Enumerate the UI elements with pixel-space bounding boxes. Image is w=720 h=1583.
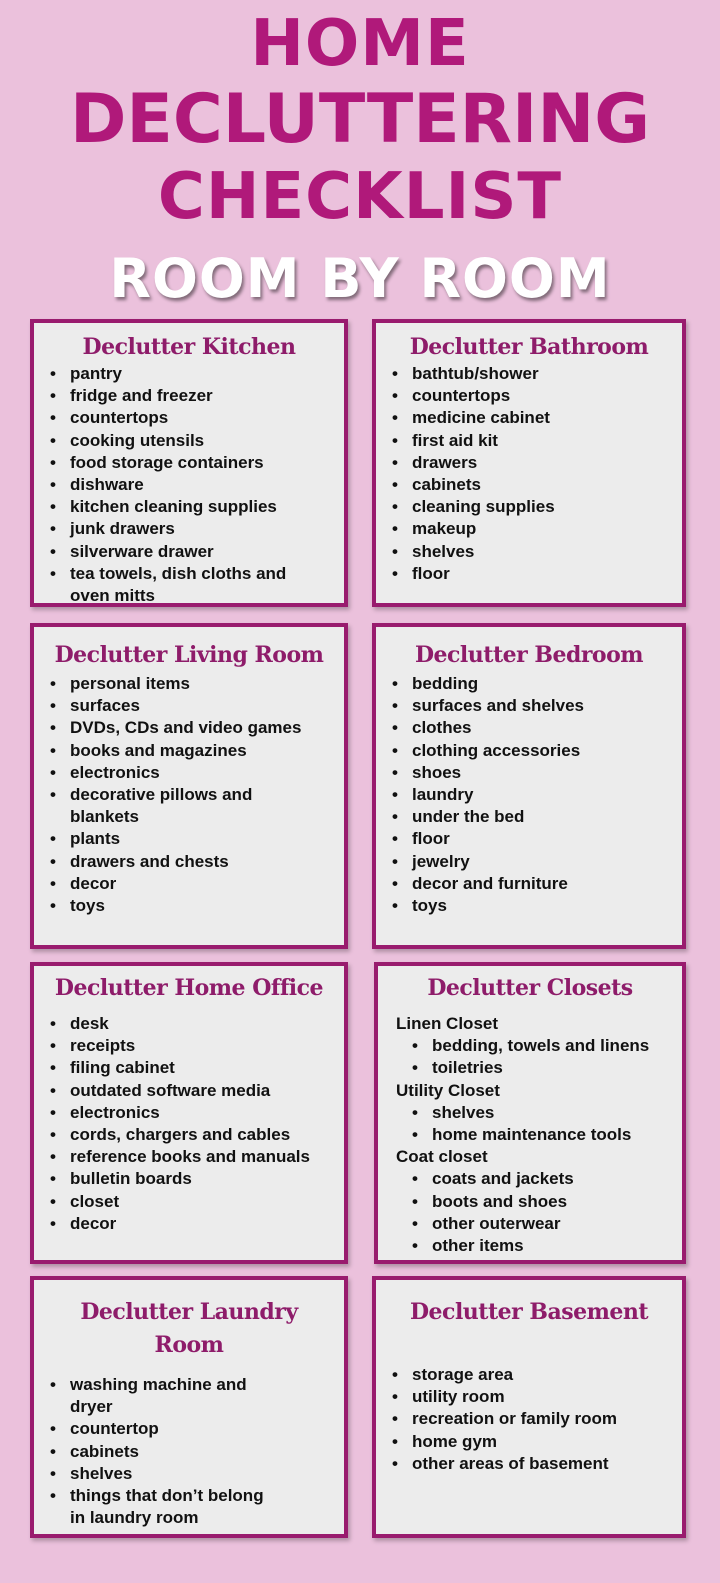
- list-item: • food storage containers: [34, 452, 344, 474]
- basement-title: Declutter Basement: [409, 1299, 649, 1325]
- home-office-title: Declutter Home Office: [54, 975, 324, 1001]
- bathroom-card: [372, 319, 686, 607]
- basement-list: [376, 1364, 682, 1475]
- list-item: • clothing accessories: [376, 740, 682, 762]
- list-item: • DVDs, CDs and video games: [34, 717, 344, 739]
- coat-closet-heading: Coat closet: [396, 1147, 488, 1167]
- list-item: • cabinets: [376, 474, 682, 496]
- list-item: • personal items: [34, 673, 344, 695]
- list-item: • home gym: [376, 1431, 682, 1453]
- living-room-list: [34, 673, 344, 917]
- list-item: • pantry: [34, 363, 344, 385]
- list-item: • drawers and chests: [34, 851, 344, 873]
- list-item: • floor: [376, 563, 682, 585]
- laundry-room-list: [34, 1374, 344, 1529]
- list-item: • decor: [34, 873, 344, 895]
- list-item-continuation: in laundry room: [70, 1508, 199, 1528]
- bedroom-list: [376, 673, 682, 917]
- list-item: • other areas of basement: [376, 1453, 682, 1475]
- list-item: • laundry: [376, 784, 682, 806]
- list-item: • bedding: [376, 673, 682, 695]
- list-item: • shoes: [376, 762, 682, 784]
- list-item: • electronics: [34, 762, 344, 784]
- subtitle-room-by-room: ROOM BY ROOM: [109, 247, 611, 310]
- list-item: • shelves: [376, 541, 682, 563]
- utility-closet-heading: Utility Closet: [396, 1080, 500, 1100]
- closets-title: Declutter Closets: [427, 975, 633, 1001]
- list-item: • boots and shoes: [378, 1191, 682, 1213]
- list-item: • cooking utensils: [34, 430, 344, 452]
- list-item: • coats and jackets: [378, 1168, 682, 1190]
- basement-card: [372, 1276, 686, 1538]
- list-item: • reference books and manuals: [34, 1146, 344, 1168]
- list-item: • decor and furniture: [376, 873, 682, 895]
- list-item: • decorative pillows and: [34, 784, 344, 806]
- list-item: • surfaces and shelves: [376, 695, 682, 717]
- home-office-card: [30, 962, 348, 1264]
- list-item: • decor: [34, 1213, 344, 1235]
- list-item: • bulletin boards: [34, 1168, 344, 1190]
- list-item: • cords, chargers and cables: [34, 1124, 344, 1146]
- list-item: • cabinets: [34, 1441, 344, 1463]
- closets-card: [374, 962, 686, 1264]
- list-item: • other items: [378, 1235, 682, 1257]
- laundry-room-title-line-1: Declutter Laundry: [80, 1299, 298, 1325]
- list-item: • fridge and freezer: [34, 385, 344, 407]
- list-item: • home maintenance tools: [378, 1124, 682, 1146]
- bathroom-title: Declutter Bathroom: [409, 334, 649, 360]
- bathroom-list: [376, 363, 682, 585]
- list-item: • tea towels, dish cloths and: [34, 563, 344, 585]
- kitchen-card: [30, 319, 348, 607]
- list-item: • bedding, towels and linens: [378, 1035, 682, 1057]
- list-item: • under the bed: [376, 806, 682, 828]
- list-item: • medicine cabinet: [376, 407, 682, 429]
- list-item: • countertops: [34, 407, 344, 429]
- list-item: • shelves: [378, 1102, 682, 1124]
- list-item: • cleaning supplies: [376, 496, 682, 518]
- title-line-1: HOME: [250, 7, 470, 81]
- list-item: • countertops: [376, 385, 682, 407]
- list-item: • clothes: [376, 717, 682, 739]
- list-item: • closet: [34, 1191, 344, 1213]
- living-room-title: Declutter Living Room: [54, 642, 324, 668]
- list-item: • things that don’t belong: [34, 1485, 344, 1507]
- kitchen-title: Declutter Kitchen: [82, 334, 296, 360]
- list-item-continuation: oven mitts: [70, 586, 156, 606]
- list-item: • floor: [376, 828, 682, 850]
- list-item: • drawers: [376, 452, 682, 474]
- list-item: • filing cabinet: [34, 1057, 344, 1079]
- list-item: • bathtub/shower: [376, 363, 682, 385]
- list-item: • makeup: [376, 518, 682, 540]
- list-item: • receipts: [34, 1035, 344, 1057]
- list-item-continuation: dryer: [70, 1397, 113, 1417]
- bedroom-card: [372, 623, 686, 949]
- list-item: • first aid kit: [376, 430, 682, 452]
- closets-list: [378, 1013, 682, 1257]
- list-item: • countertop: [34, 1418, 344, 1440]
- list-item: • toiletries: [378, 1057, 682, 1079]
- list-item: • toys: [376, 895, 682, 917]
- list-item: • jewelry: [376, 851, 682, 873]
- list-item: • recreation or family room: [376, 1408, 682, 1430]
- list-item: • plants: [34, 828, 344, 850]
- list-item: • silverware drawer: [34, 541, 344, 563]
- bedroom-title: Declutter Bedroom: [414, 642, 644, 668]
- list-item: • dishware: [34, 474, 344, 496]
- list-item: • storage area: [376, 1364, 682, 1386]
- list-item: • electronics: [34, 1102, 344, 1124]
- list-item: • surfaces: [34, 695, 344, 717]
- list-item-continuation: blankets: [70, 807, 139, 827]
- laundry-room-card: [30, 1276, 348, 1538]
- linen-closet-heading: Linen Closet: [396, 1014, 499, 1033]
- list-item: • shelves: [34, 1463, 344, 1485]
- title-line-3: CHECKLIST: [157, 160, 563, 234]
- list-item: • other outerwear: [378, 1213, 682, 1235]
- list-item: • toys: [34, 895, 344, 917]
- title-line-2: DECLUTTERING: [69, 80, 651, 159]
- living-room-card: [30, 623, 348, 949]
- kitchen-list: [34, 363, 344, 607]
- list-item: • junk drawers: [34, 518, 344, 540]
- laundry-room-title-line-2: Room: [154, 1332, 224, 1358]
- list-item: • books and magazines: [34, 740, 344, 762]
- list-item: • kitchen cleaning supplies: [34, 496, 344, 518]
- list-item: • washing machine and: [34, 1374, 344, 1396]
- list-item: • outdated software media: [34, 1080, 344, 1102]
- home-office-list: [34, 1013, 344, 1235]
- list-item: • utility room: [376, 1386, 682, 1408]
- list-item: • desk: [34, 1013, 344, 1035]
